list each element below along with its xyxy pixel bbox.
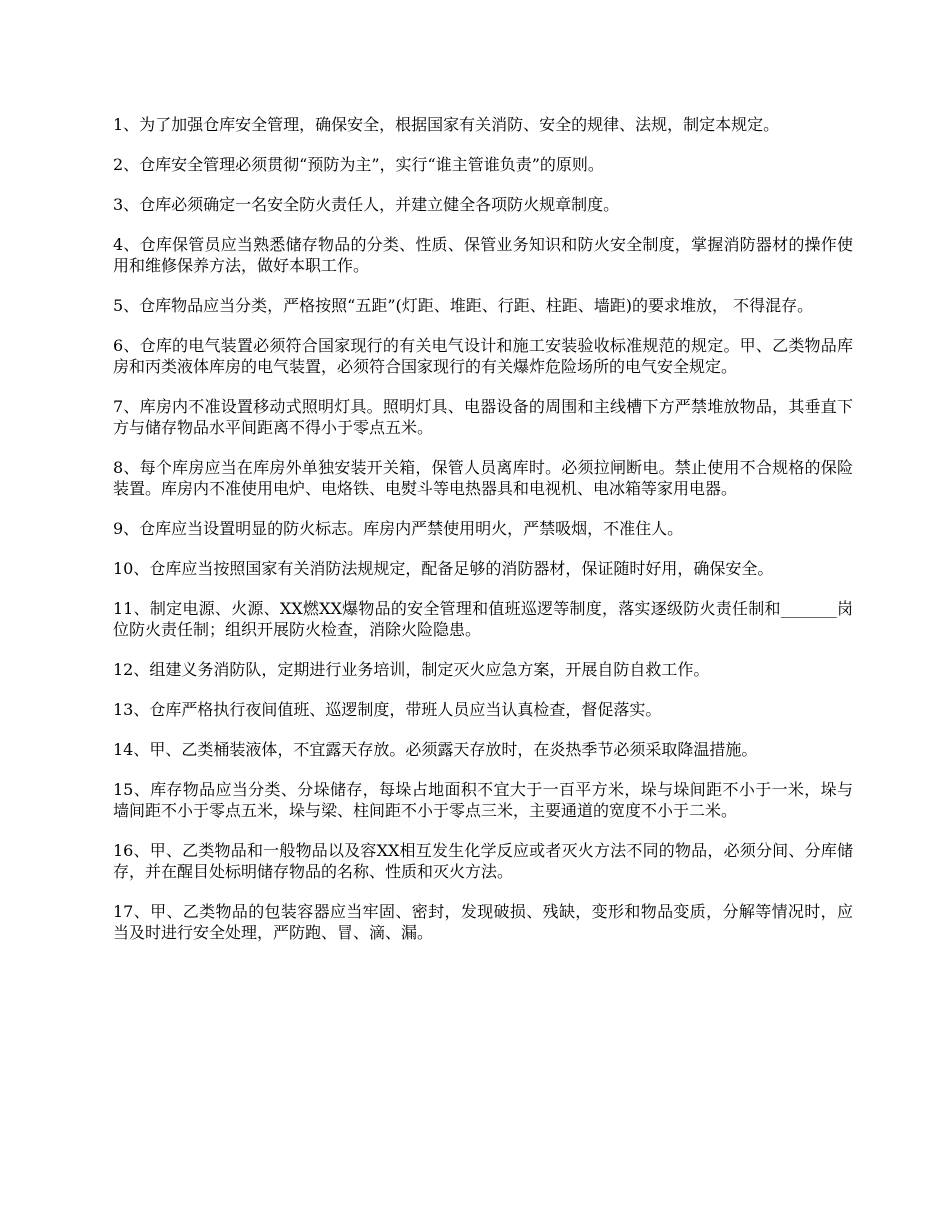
paragraph-13: 13、仓库严格执行夜间值班、巡逻制度，带班人员应当认真检查，督促落实。 bbox=[113, 700, 662, 719]
paragraph-1: 1、为了加强仓库安全管理，确保安全，根据国家有关消防、安全的规律、法规，制定本规定。 bbox=[113, 115, 780, 134]
paragraph-5: 5、仓库物品应当分类，严格按照“五距”(灯距、堆距、行距、柱距、墙距)的要求堆放， 不得混存。 bbox=[113, 296, 814, 315]
paragraph-3: 3、仓库必须确定一名安全防火责任人，并建立健全各项防火规章制度。 bbox=[113, 195, 620, 214]
document-body bbox=[113, 114, 853, 962]
paragraph-14: 14、甲、乙类桶装液体，不宜露天存放。必须露天存放时，在炎热季节必须采取降温措施。 bbox=[113, 740, 758, 759]
paragraph-2: 2、仓库安全管理必须贯彻“预防为主”，实行“谁主管谁负责”的原则。 bbox=[113, 155, 604, 174]
paragraph-6: 6、仓库的电气装置必须符合国家现行的有关电气设计和施工安装验收标准规范的规定。甲、乙类物品库房和丙类液体库房的电气装置，必须符合国家现行的有关爆炸危险场所的电气安全规定。 bbox=[113, 336, 853, 376]
paragraph-4: 4、仓库保管员应当熟悉储存物品的分类、性质、保管业务知识和防火安全制度，掌握消防器材的操作使用和维修保养方法，做好本职工作。 bbox=[113, 235, 853, 275]
paragraph-12: 12、组建义务消防队，定期进行业务培训，制定灭火应急方案，开展自防自救工作。 bbox=[113, 660, 710, 679]
paragraph-11: 11、制定电源、火源、XX燃XX爆物品的安全管理和值班巡逻等制度，落实逐级防火责任制和_______岗位防火责任制；组织开展防火检查，消除火险隐患。 bbox=[113, 599, 853, 639]
paragraph-8: 8、每个库房应当在库房外单独安装开关箱，保管人员离库时。必须拉闸断电。禁止使用不合规格的保险装置。库房内不准使用电炉、电烙铁、电熨斗等电热器具和电视机、电冰箱等家用电器。 bbox=[113, 458, 853, 498]
paragraph-7: 7、库房内不准设置移动式照明灯具。照明灯具、电器设备的周围和主线槽下方严禁堆放物品，其垂直下方与储存物品水平间距离不得小于零点五米。 bbox=[113, 397, 853, 437]
paragraph-17: 17、甲、乙类物品的包装容器应当牢固、密封，发现破损、残缺，变形和物品变质，分解等情况时，应当及时进行安全处理，严防跑、冒、滴、漏。 bbox=[113, 902, 853, 942]
paragraph-16: 16、甲、乙类物品和一般物品以及容XX相互发生化学反应或者灭火方法不同的物品，必须分间、分库储存，并在醒目处标明储存物品的名称、性质和灭火方法。 bbox=[113, 841, 853, 881]
paragraph-9: 9、仓库应当设置明显的防火标志。库房内严禁使用明火，严禁吸烟，不准住人。 bbox=[113, 519, 684, 538]
paragraph-15: 15、库存物品应当分类、分垛储存，每垛占地面积不宜大于一百平方米，垛与垛间距不小于一米，垛与墙间距不小于零点五米，垛与梁、柱间距不小于零点三米，主要通道的宽度不小于二米。 bbox=[113, 780, 853, 820]
paragraph-10: 10、仓库应当按照国家有关消防法规规定，配备足够的消防器材，保证随时好用，确保安全。 bbox=[113, 559, 774, 578]
